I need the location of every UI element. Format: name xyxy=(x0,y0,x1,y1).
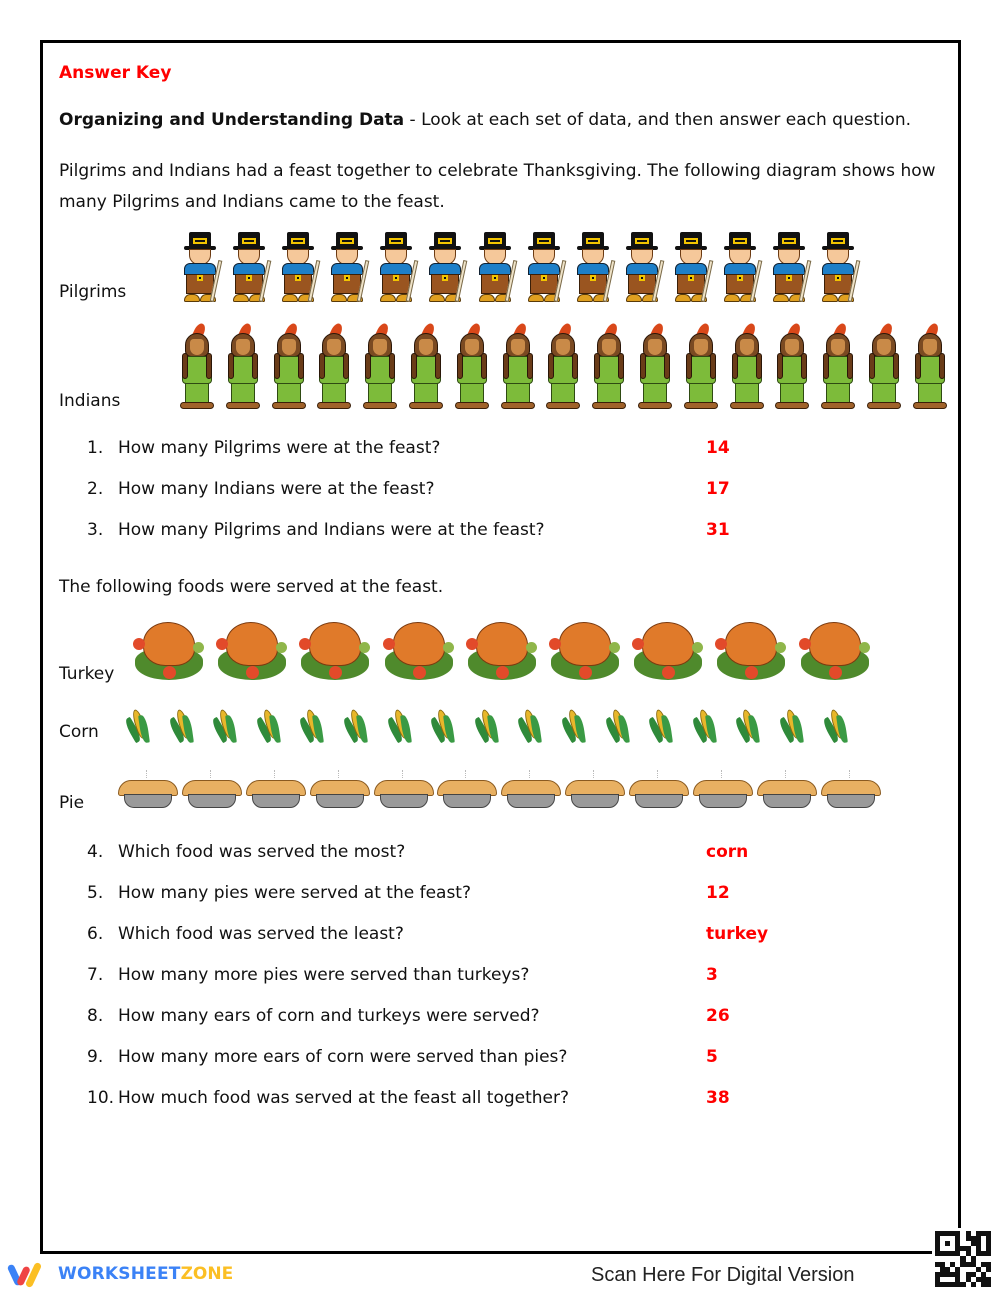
indian-icon xyxy=(680,323,722,411)
logo-mark-icon xyxy=(8,1260,44,1288)
turkey-icon xyxy=(549,620,622,682)
question-text: How much food was served at the feast all together? xyxy=(118,1088,570,1108)
indian-icon xyxy=(497,323,539,411)
indian-icon xyxy=(863,323,905,411)
worksheet-zone-logo[interactable] xyxy=(8,1260,233,1288)
pilgrim-icon xyxy=(571,232,615,304)
indian-icon xyxy=(771,323,813,411)
corn-icon xyxy=(516,707,544,743)
corn-icon xyxy=(342,707,370,743)
pilgrim-icon xyxy=(767,232,811,304)
answer-6: turkey xyxy=(706,924,769,944)
answer-9: 5 xyxy=(706,1047,718,1067)
pie-icon xyxy=(118,770,178,810)
indian-icon xyxy=(726,323,768,411)
pilgrim-icon xyxy=(276,232,320,304)
indian-icon xyxy=(817,323,859,411)
corn-icon xyxy=(298,707,326,743)
turkey-icon xyxy=(216,620,289,682)
indian-icon xyxy=(634,323,676,411)
pie-icon xyxy=(437,770,497,810)
question-text: How many Pilgrims and Indians were at the feast? xyxy=(118,520,545,540)
answer-key-title: Answer Key xyxy=(59,63,172,83)
turkey-icon xyxy=(715,620,788,682)
logo-text-zone: ZONE xyxy=(180,1264,234,1284)
corn-icon xyxy=(473,707,501,743)
scan-digital-version-text: Scan Here For Digital Version xyxy=(591,1264,855,1286)
pilgrim-icon xyxy=(178,232,222,304)
intro-paragraph: Pilgrims and Indians had a feast together to celebrate Thanksgiving. The following diagram shows how many Pilgrims and Indians came to the feast. xyxy=(59,161,936,212)
pilgrim-icon xyxy=(423,232,467,304)
pilgrim-icon xyxy=(669,232,713,304)
question-number: 10. xyxy=(87,1088,115,1108)
indian-icon xyxy=(268,323,310,411)
pilgrim-icon xyxy=(816,232,860,304)
indian-icon xyxy=(588,323,630,411)
pilgrim-icon xyxy=(374,232,418,304)
question-text: How many Pilgrims were at the feast? xyxy=(118,438,441,458)
turkey-icon xyxy=(383,620,456,682)
question-10 xyxy=(87,1088,569,1108)
indian-icon xyxy=(313,323,355,411)
pie-icon xyxy=(374,770,434,810)
pie-icon xyxy=(629,770,689,810)
corn-label: Corn xyxy=(59,722,99,742)
pie-icon xyxy=(757,770,817,810)
corn-icon xyxy=(211,707,239,743)
question-text: How many more pies were served than turkeys? xyxy=(118,965,530,985)
pilgrim-icon xyxy=(522,232,566,304)
turkey-label: Turkey xyxy=(59,664,115,684)
corn-icon xyxy=(604,707,632,743)
question-3 xyxy=(87,520,545,540)
question-number: 3. xyxy=(87,520,104,540)
pie-icon xyxy=(821,770,881,810)
pie-icon xyxy=(501,770,561,810)
turkey-icon xyxy=(632,620,705,682)
answer-2: 17 xyxy=(706,479,730,499)
indian-icon xyxy=(451,323,493,411)
pie-icon xyxy=(246,770,306,810)
pie-icon xyxy=(182,770,242,810)
question-5 xyxy=(87,883,471,903)
corn-icon xyxy=(168,707,196,743)
corn-icon xyxy=(429,707,457,743)
pie-icon xyxy=(693,770,753,810)
question-text: How many more ears of corn were served than pies? xyxy=(118,1047,568,1067)
answer-5: 12 xyxy=(706,883,730,903)
corn-icon xyxy=(124,707,152,743)
qr-code-icon[interactable] xyxy=(932,1228,994,1290)
question-number: 1. xyxy=(87,438,104,458)
pilgrim-icon xyxy=(227,232,271,304)
turkey-icon xyxy=(799,620,872,682)
answer-4: corn xyxy=(706,842,749,862)
question-number: 2. xyxy=(87,479,104,499)
question-7 xyxy=(87,965,529,985)
question-9 xyxy=(87,1047,567,1067)
corn-icon xyxy=(560,707,588,743)
pilgrim-icon xyxy=(718,232,762,304)
pie-icon xyxy=(565,770,625,810)
indians-pictograph-row xyxy=(176,323,955,411)
answer-10: 38 xyxy=(706,1088,730,1108)
question-number: 9. xyxy=(87,1047,104,1067)
pie-icon xyxy=(310,770,370,810)
answer-1: 14 xyxy=(706,438,730,458)
instructions-text: - Look at each set of data, and then answer each question. xyxy=(404,110,912,130)
question-text: How many ears of corn and turkeys were served? xyxy=(118,1006,540,1026)
indian-icon xyxy=(359,323,401,411)
worksheet-heading: Organizing and Understanding Data xyxy=(59,110,405,130)
pie-label: Pie xyxy=(59,793,85,813)
question-2 xyxy=(87,479,435,499)
pilgrims-pictograph-row xyxy=(178,232,865,304)
corn-icon xyxy=(255,707,283,743)
question-number: 8. xyxy=(87,1006,104,1026)
answer-3: 31 xyxy=(706,520,730,540)
question-text: How many pies were served at the feast? xyxy=(118,883,471,903)
turkey-pictograph-row xyxy=(133,620,882,682)
question-number: 5. xyxy=(87,883,104,903)
worksheet-instructions xyxy=(59,110,911,130)
turkey-icon xyxy=(133,620,206,682)
question-4 xyxy=(87,842,405,862)
logo-text-worksheet: WORKSHEET xyxy=(58,1264,181,1284)
question-1 xyxy=(87,438,440,458)
pilgrim-icon xyxy=(473,232,517,304)
indian-icon xyxy=(909,323,951,411)
pilgrim-icon xyxy=(325,232,369,304)
corn-pictograph-row xyxy=(124,707,865,743)
corn-icon xyxy=(778,707,806,743)
question-text: Which food was served the most? xyxy=(118,842,406,862)
question-number: 7. xyxy=(87,965,104,985)
turkey-icon xyxy=(299,620,372,682)
question-number: 4. xyxy=(87,842,104,862)
corn-icon xyxy=(691,707,719,743)
question-8 xyxy=(87,1006,540,1026)
pie-pictograph-row xyxy=(118,770,885,810)
corn-icon xyxy=(822,707,850,743)
question-6 xyxy=(87,924,404,944)
corn-icon xyxy=(647,707,675,743)
answer-8: 26 xyxy=(706,1006,730,1026)
answer-7: 3 xyxy=(706,965,718,985)
indian-icon xyxy=(176,323,218,411)
question-text: How many Indians were at the feast? xyxy=(118,479,435,499)
pilgrims-label: Pilgrims xyxy=(59,282,127,302)
corn-icon xyxy=(734,707,762,743)
indian-icon xyxy=(222,323,264,411)
indians-label: Indians xyxy=(59,391,121,411)
question-text: Which food was served the least? xyxy=(118,924,404,944)
foods-paragraph: The following foods were served at the feast. xyxy=(59,577,444,597)
turkey-icon xyxy=(466,620,539,682)
question-number: 6. xyxy=(87,924,104,944)
pilgrim-icon xyxy=(620,232,664,304)
indian-icon xyxy=(405,323,447,411)
indian-icon xyxy=(542,323,584,411)
corn-icon xyxy=(386,707,414,743)
